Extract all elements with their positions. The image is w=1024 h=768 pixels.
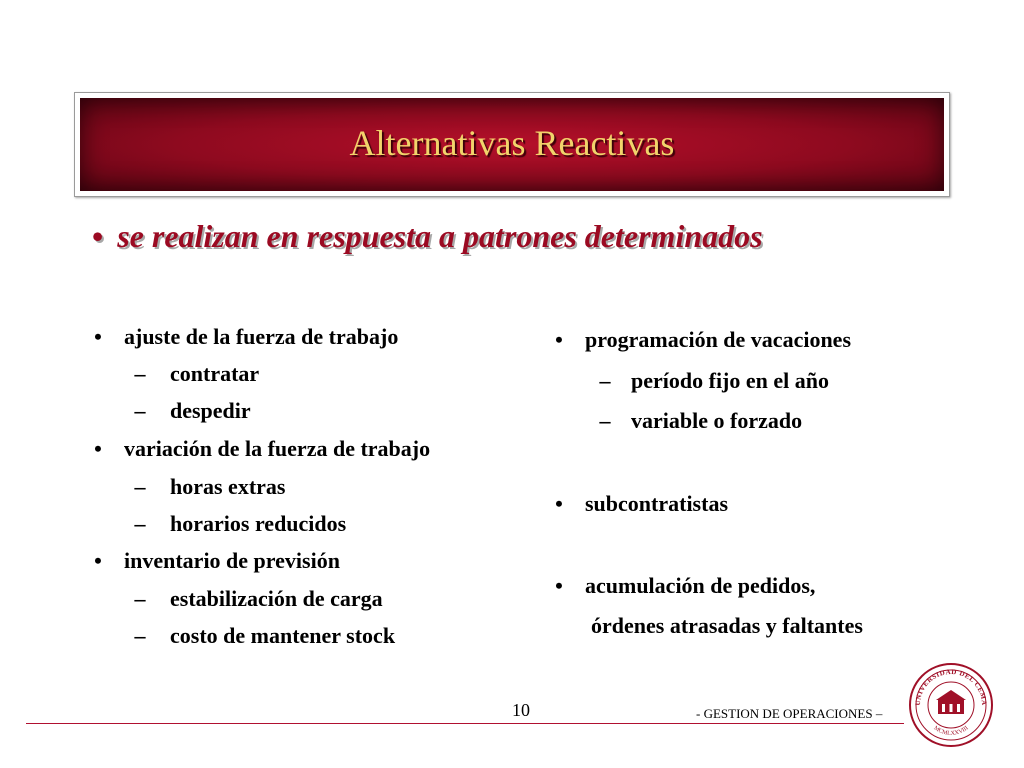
- dash-icon: –: [134, 586, 146, 611]
- title-banner: [80, 98, 944, 191]
- dash-icon: –: [134, 361, 146, 386]
- seal-text-bottom: MCMLXXVIII: [932, 725, 970, 737]
- bullet-icon: •: [92, 218, 104, 254]
- list-item-label: inventario de previsión: [124, 548, 340, 573]
- list-item-label: contratar: [170, 361, 260, 386]
- university-seal-logo: [908, 662, 994, 748]
- list-item-label: variación de la fuerza de trabajo: [124, 436, 431, 461]
- bullet-icon: •: [555, 491, 563, 516]
- slide-subtitle: se realizan en respuesta a patrones determinados: [117, 218, 763, 254]
- list-item-label: programación de vacaciones: [585, 327, 852, 352]
- list-item-label: horas extras: [170, 474, 286, 499]
- page-number: 10: [512, 700, 530, 720]
- list-item-label: horarios reducidos: [170, 511, 347, 536]
- bullet-icon: •: [555, 573, 563, 598]
- list-item-label: acumulación de pedidos,: [585, 573, 816, 598]
- list-item-label: subcontratistas: [585, 491, 729, 516]
- bullet-icon: •: [94, 548, 102, 573]
- bullet-icon: •: [94, 436, 102, 461]
- course-label: - GESTION DE OPERACIONES –: [696, 706, 883, 721]
- list-item-label: variable o forzado: [631, 408, 803, 433]
- slide-title: Alternativas Reactivas: [349, 122, 675, 163]
- subtitle-line: [92, 218, 763, 255]
- dash-icon: –: [134, 623, 146, 648]
- dash-icon: –: [599, 368, 611, 393]
- list-item-label: despedir: [170, 398, 251, 423]
- list-item-label: órdenes atrasadas y faltantes: [591, 613, 863, 638]
- bullet-icon: •: [94, 324, 102, 349]
- seal-text-top: UNIVERSIDAD DEL CEMA: [913, 667, 989, 706]
- dash-icon: –: [134, 398, 146, 423]
- dash-icon: –: [134, 511, 146, 536]
- bullet-icon: •: [555, 327, 563, 352]
- title-frame: [74, 92, 950, 197]
- list-item-label: costo de mantener stock: [170, 623, 396, 648]
- list-item-label: período fijo en el año: [631, 368, 829, 393]
- dash-icon: –: [599, 408, 611, 433]
- list-item-label: ajuste de la fuerza de trabajo: [124, 324, 399, 349]
- list-item-label: estabilización de carga: [170, 586, 383, 611]
- footer-divider: [26, 723, 904, 724]
- dash-icon: –: [134, 474, 146, 499]
